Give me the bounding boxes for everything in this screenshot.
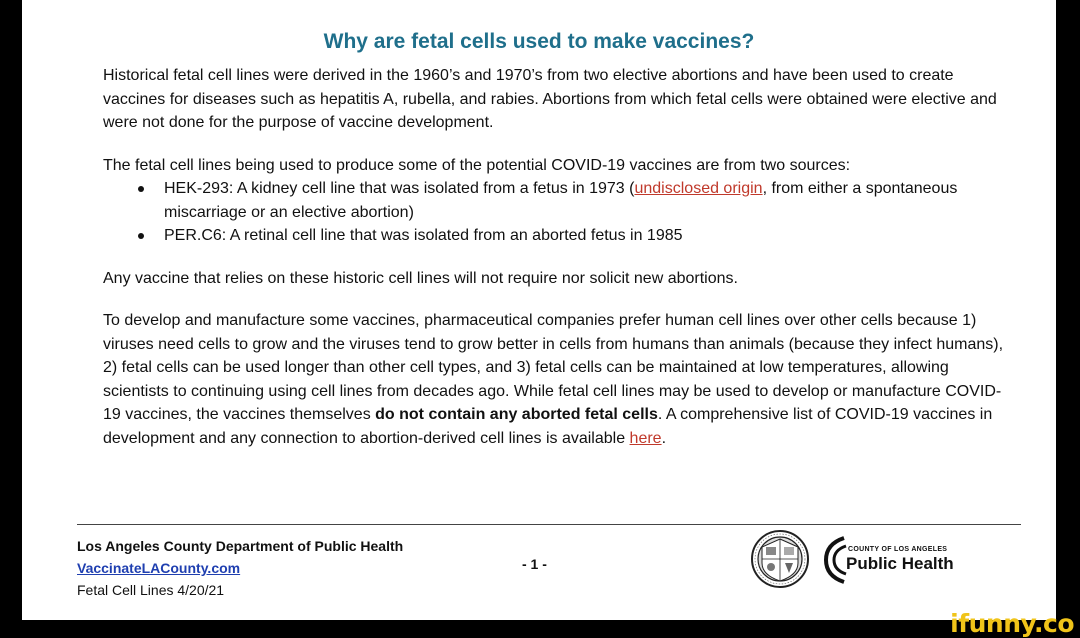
page-title: Why are fetal cells used to make vaccines? [323, 30, 755, 53]
logo-arc-icon [822, 534, 848, 584]
footer [77, 535, 403, 601]
paragraph-sources-intro: The fetal cell lines being used to produce some of the potential COVID-19 vaccines are from two sources: [103, 156, 851, 174]
cell-line-list [103, 177, 1003, 248]
document-label: Fetal Cell Lines 4/20/21 [77, 582, 225, 598]
undisclosed-origin-link[interactable]: undisclosed origin [634, 180, 763, 197]
website-link[interactable]: VaccinateLACounty.com [77, 560, 241, 576]
department-name: Los Angeles County Department of Public Health [77, 538, 404, 554]
emphasis-text: do not contain any aborted fetal cells [375, 406, 658, 423]
paragraph-history: Historical fetal cell lines were derived in the 1960’s and 1970’s from two elective abortions and have been used to create vaccines for diseases such as hepatitis A, rubella, and rabies. Abortions from which fetal cells were obtained were elective and were not done for the purpose of vaccine development. [103, 67, 997, 131]
document-body [103, 64, 1003, 450]
bullet-icon [138, 186, 144, 192]
logo-public-health-text: Public Health [846, 554, 954, 573]
here-link[interactable]: here [629, 429, 662, 447]
county-seal-icon [750, 529, 810, 589]
page-number: - 1 - [522, 556, 547, 572]
public-health-logo [822, 534, 982, 584]
bullet-icon [138, 233, 144, 239]
logo-county-text: COUNTY OF LOS ANGELES [848, 546, 948, 553]
ifunny-watermark: ifunny.co [950, 609, 1074, 638]
footer-divider [77, 524, 1021, 525]
paragraph-why-human-cells: To develop and manufacture some vaccines, pharmaceutical companies prefer human cell lines over other cells because 1) viruses need cells to grow and the viruses tend to grow better in cells from humans than animals (because they infect humans), 2) fetal cells can be used longer than other cell types, and 3) fetal cells can be maintained at low temperatures, allowing scientists to continuing using cell lines from decades ago. While fetal cell lines may be used to develop or manufacture COVID-19 vaccines, the vaccines themselves do not contain any aborted fetal cells. A comprehensive list of COVID-19 vaccines in development and any connection to abortion-derived cell lines is available here. [103, 312, 1004, 447]
list-item: PER.C6: A retinal cell line that was isolated from an aborted fetus in 1985 [103, 224, 1003, 248]
paragraph-no-new-abortions: Any vaccine that relies on these historic cell lines will not require nor solicit new abortions. [103, 269, 738, 287]
document-page [22, 0, 1056, 620]
list-item: HEK-293: A kidney cell line that was isolated from a fetus in 1973 (undisclosed origin, from either a spontaneous miscarriage or an elective abortion) [103, 177, 1003, 224]
